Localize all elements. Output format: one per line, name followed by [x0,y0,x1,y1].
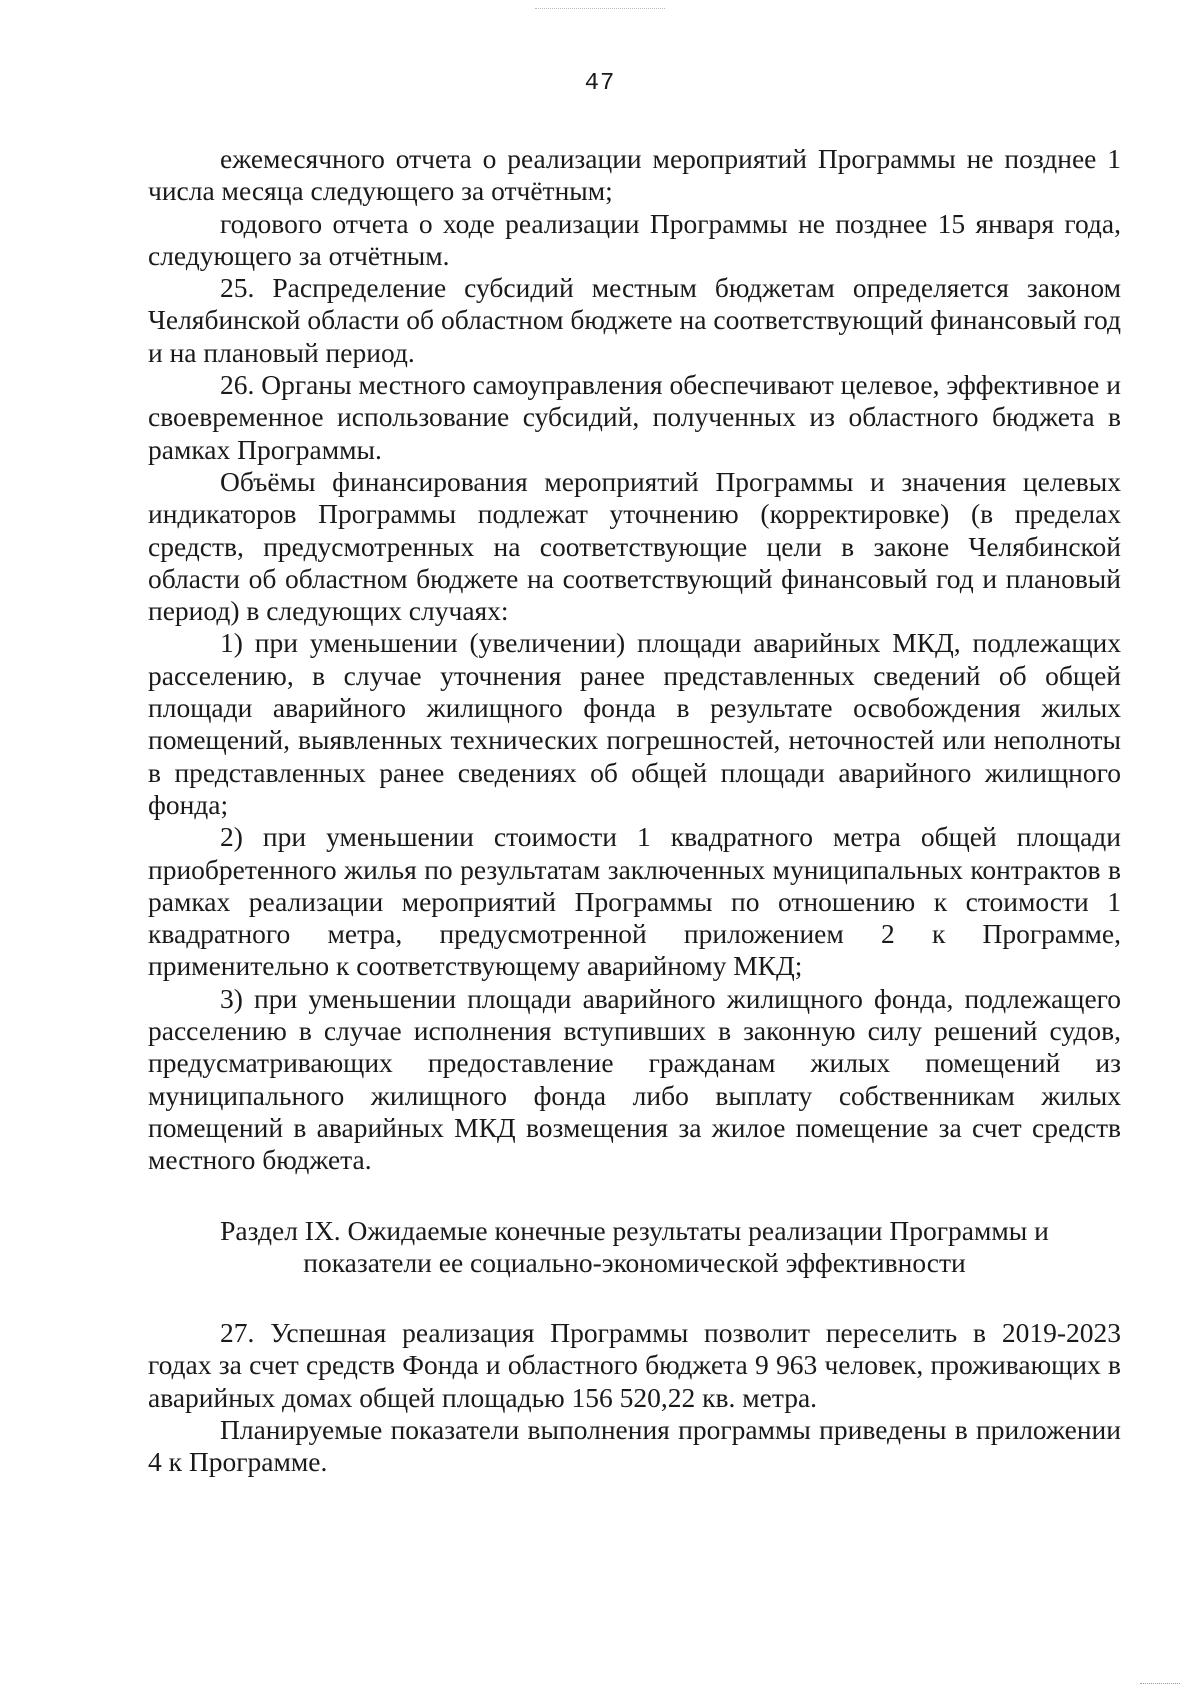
paragraph-item-26: 26. Органы местного самоуправления обеспечивают целевое, эффективное и своевременное использование субсидий, полученных из областного бюджета в рамках Программы. [148,369,1121,465]
paragraph-case-1: 1) при уменьшении (увеличении) площади аварийных МКД, подлежащих расселению, в случае уточнения ранее представленных сведений об общей площади аварийного жилищного фонда в результате освобождения жилых помещений, выявленных технических погрешностей, неточностей или неполноты в представленных ранее сведениях об общей площади аварийного жилищного фонда; [148,627,1121,820]
paragraph-financing-volumes: Объёмы финансирования мероприятий Программы и значения целевых индикаторов Программы подлежат уточнению (корректировке) (в пределах средств, предусмотренных на соответствующие цели в законе Челябинской области об областном бюджете на соответствующий финансовый год и плановый период) в следующих случаях: [148,465,1121,627]
scan-artifact [1140,1683,1180,1686]
scan-artifact [535,8,665,15]
section-heading-line-1: Раздел IX. Ожидаемые конечные результаты реализации Программы и [220,1214,1049,1246]
paragraph-case-2: 2) при уменьшении стоимости 1 квадратного метра общей площади приобретенного жилья по результатам заключенных муниципальных контрактов в рамках реализации мероприятий Программы по отношению к стоимости 1 квадратного метра, предусмотренной приложением 2 к Программе, применительно к соответствующему аварийному МКД; [148,821,1121,982]
paragraph-monthly-report: ежемесячного отчета о реализации мероприятий Программы не позднее 1 числа месяца следующего за отчётным; [148,143,1121,207]
section-heading-line-2: показатели ее социально-экономической эффективности [303,1246,966,1278]
section-heading [148,1215,1121,1280]
paragraph-item-27: 27. Успешная реализация Программы позволит переселить в 2019-2023 годах за счет средств Фонда и областного бюджета 9 963 человек, проживающих в аварийных домах общей площадью 156 520,22 кв. метра. [148,1317,1121,1413]
paragraph-item-25: 25. Распределение субсидий местным бюджетам определяется законом Челябинской области об областном бюджете на соответствующий финансовый год и на плановый период. [148,272,1121,368]
page-number: 47 [584,70,616,97]
document-body [148,143,1121,1479]
paragraph-annual-report: годового отчета о ходе реализации Программы не позднее 15 января года, следующего за отчётным. [148,207,1121,271]
paragraph-planned-indicators: Планируемые показатели выполнения программы приведены в приложении 4 к Программе. [148,1413,1121,1478]
paragraph-case-3: 3) при уменьшении площади аварийного жилищного фонда, подлежащего расселению в случае исполнения вступивших в законную силу решений судов, предусматривающих предоставление гражданам жилых помещений из муниципального жилищного фонда либо выплату собственникам жилых помещений в аварийных МКД возмещения за жилое помещение за счет средств местного бюджета. [148,982,1121,1176]
